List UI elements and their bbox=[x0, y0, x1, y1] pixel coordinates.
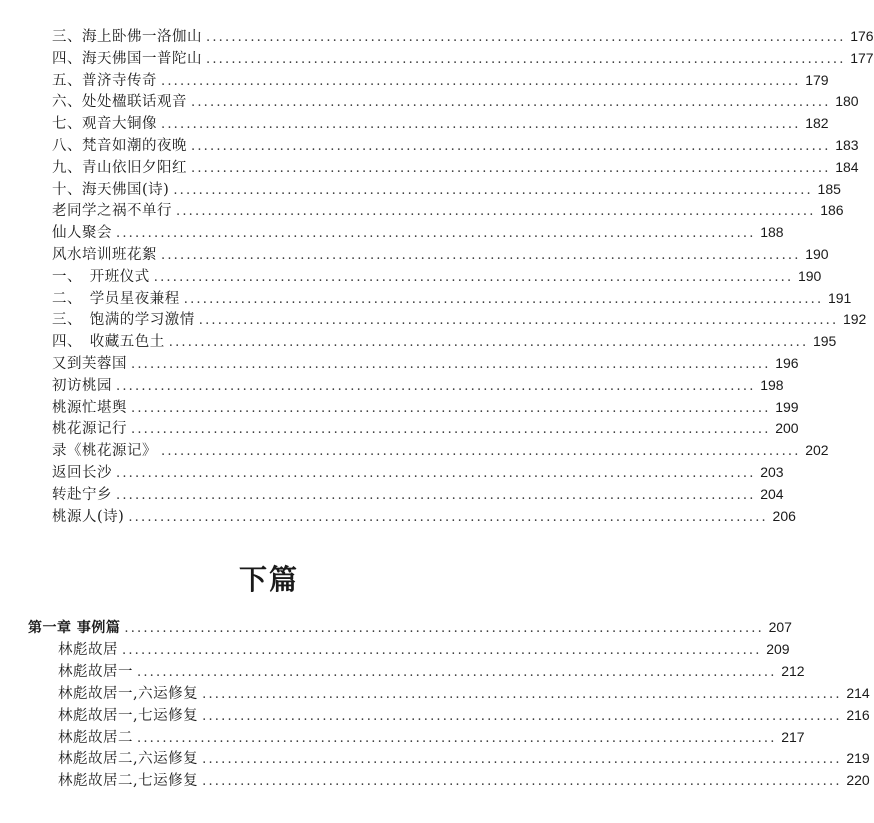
toc-entry-title: 十、海天佛国(诗) bbox=[52, 181, 170, 198]
toc-entry-page: 219 bbox=[846, 750, 870, 767]
toc-entry-page: 207 bbox=[768, 619, 792, 635]
toc-row bbox=[52, 352, 799, 374]
toc-row bbox=[58, 682, 870, 704]
toc-row bbox=[52, 461, 784, 483]
toc-row bbox=[58, 769, 870, 791]
toc-row bbox=[52, 505, 796, 527]
toc-entry-title: 五、普济寺传奇 bbox=[52, 72, 157, 89]
toc-entry-page: 220 bbox=[846, 772, 870, 789]
toc-entry-page: 195 bbox=[812, 333, 837, 350]
toc-entry-title: 桃源人(诗) bbox=[52, 508, 125, 525]
dot-leader: ..................................................................................................... bbox=[202, 752, 842, 768]
toc-row bbox=[58, 747, 870, 769]
toc-entry-page: 203 bbox=[760, 464, 784, 480]
dot-leader: ..................................................................................................... bbox=[137, 664, 777, 680]
dot-leader: ..................................................................................................... bbox=[153, 269, 794, 285]
dot-leader: ..................................................................................................... bbox=[198, 313, 839, 329]
dot-leader: ..................................................................................................... bbox=[131, 422, 771, 438]
toc-entry-page: 183 bbox=[835, 137, 859, 153]
toc-entry-title: 第一章 事例篇 bbox=[28, 620, 121, 636]
toc-entry-title: 桃源忙堪舆 bbox=[52, 399, 127, 416]
toc-entry-title: 九、青山依旧夕阳红 bbox=[52, 159, 187, 176]
toc-entry-title: 林彪故居二,七运修复 bbox=[58, 773, 199, 790]
toc-entry-page: 176 bbox=[850, 28, 874, 44]
dot-leader: ..................................................................................................... bbox=[206, 51, 846, 67]
toc-row bbox=[58, 726, 805, 748]
toc-entry-page: 177 bbox=[850, 49, 874, 66]
dot-leader: ..................................................................................................... bbox=[191, 160, 831, 176]
toc-entry-title: 林彪故居一,七运修复 bbox=[58, 707, 199, 724]
toc-entry-page: 199 bbox=[775, 398, 799, 415]
dot-leader: ..................................................................................................... bbox=[116, 466, 756, 481]
dot-leader: ..................................................................................................... bbox=[161, 248, 801, 263]
dot-leader: ..................................................................................................... bbox=[116, 378, 756, 394]
toc-entry-title: 林彪故居一,六运修复 bbox=[58, 685, 199, 702]
dot-leader: ..................................................................................................... bbox=[128, 509, 768, 525]
toc-row bbox=[52, 396, 799, 418]
dot-leader: ..................................................................................................... bbox=[202, 686, 842, 702]
toc-row bbox=[52, 199, 844, 221]
toc-entry-title: 桃花源记行 bbox=[52, 421, 127, 438]
toc-entry-page: 217 bbox=[781, 728, 805, 745]
toc-entry-page: 186 bbox=[820, 202, 844, 219]
toc-row bbox=[58, 638, 790, 660]
toc-entry-title: 三、 饱满的学习激情 bbox=[52, 312, 195, 329]
toc-entry-page: 180 bbox=[835, 93, 859, 110]
toc-row bbox=[52, 25, 874, 47]
toc-row bbox=[52, 221, 784, 243]
toc-entry-page: 179 bbox=[805, 71, 829, 88]
dot-leader: ..................................................................................................... bbox=[161, 444, 801, 460]
toc-row bbox=[52, 156, 859, 178]
dot-leader: ..................................................................................................... bbox=[202, 708, 842, 724]
toc-entry-title: 林彪故居二,六运修复 bbox=[58, 751, 199, 768]
toc-entry-title: 六、处处楹联话观音 bbox=[52, 94, 187, 111]
toc-entry-page: 188 bbox=[760, 224, 784, 241]
toc-row bbox=[52, 47, 874, 69]
toc-entry-page: 216 bbox=[846, 706, 870, 723]
toc-entry-title: 转赴宁乡 bbox=[52, 486, 112, 503]
toc-row bbox=[52, 308, 867, 330]
dot-leader: ..................................................................................................... bbox=[191, 139, 831, 154]
toc-entry-title: 一、 开班仪式 bbox=[52, 268, 150, 285]
toc-row bbox=[52, 178, 841, 200]
dot-leader: ..................................................................................................... bbox=[206, 30, 846, 45]
toc-entry-title: 仙人聚会 bbox=[52, 225, 112, 242]
toc-chapter-row bbox=[28, 616, 792, 638]
toc-entry-page: 192 bbox=[842, 311, 867, 328]
toc-row bbox=[52, 417, 799, 439]
dot-leader: ..................................................................................................... bbox=[122, 642, 762, 658]
toc-entry-title: 又到芙蓉国 bbox=[52, 356, 127, 372]
dot-leader: ..................................................................................................... bbox=[176, 204, 816, 220]
toc-row bbox=[52, 265, 822, 287]
toc-entry-page: 200 bbox=[775, 420, 799, 437]
dot-leader: ..................................................................................................... bbox=[137, 730, 777, 746]
dot-leader: ..................................................................................................... bbox=[116, 487, 756, 503]
toc-entry-title: 风水培训班花絮 bbox=[52, 247, 157, 263]
toc-entry-title: 林彪故居 bbox=[58, 641, 118, 658]
toc-row bbox=[52, 330, 837, 352]
toc-entry-title: 七、观音大铜像 bbox=[52, 116, 157, 133]
toc-entry-page: 191 bbox=[827, 289, 852, 306]
dot-leader: ..................................................................................................... bbox=[168, 335, 809, 351]
toc-entry-page: 206 bbox=[772, 507, 796, 524]
toc-entry-page: 184 bbox=[835, 158, 859, 175]
dot-leader: ..................................................................................................... bbox=[131, 357, 771, 372]
toc-entry-page: 190 bbox=[797, 267, 822, 284]
toc-row bbox=[58, 704, 870, 726]
dot-leader: ..................................................................................................... bbox=[161, 73, 801, 89]
toc-entry-page: 212 bbox=[781, 662, 805, 679]
dot-leader: ..................................................................................................... bbox=[183, 291, 824, 307]
toc-entry-title: 林彪故居二 bbox=[58, 729, 133, 746]
toc-entry-title: 八、梵音如潮的夜晚 bbox=[52, 138, 187, 154]
toc-entry-page: 182 bbox=[805, 115, 829, 132]
toc-entry-page: 198 bbox=[760, 376, 784, 393]
dot-leader: ..................................................................................................... bbox=[131, 400, 771, 416]
toc-entry-page: 202 bbox=[805, 442, 829, 459]
toc-row bbox=[58, 660, 805, 682]
dot-leader: ..................................................................................................... bbox=[202, 774, 842, 790]
toc-entry-title: 录《桃花源记》 bbox=[52, 443, 157, 460]
part-heading: 下篇 bbox=[238, 563, 299, 596]
dot-leader: ..................................................................................................... bbox=[161, 117, 801, 133]
toc-entry-page: 190 bbox=[805, 246, 829, 262]
dot-leader: ..................................................................................................... bbox=[124, 621, 764, 636]
toc-entry-title: 二、 学员星夜兼程 bbox=[52, 290, 180, 307]
toc-entry-title: 林彪故居一 bbox=[58, 663, 133, 680]
toc-entry-page: 196 bbox=[775, 355, 799, 371]
toc-entry-title: 老同学之祸不单行 bbox=[52, 203, 172, 220]
dot-leader: ..................................................................................................... bbox=[116, 226, 756, 242]
toc-row bbox=[52, 374, 784, 396]
dot-leader: ..................................................................................................... bbox=[173, 182, 813, 198]
toc-row bbox=[52, 90, 859, 112]
toc-entry-title: 三、海上卧佛一洛伽山 bbox=[52, 29, 202, 45]
toc-entry-title: 四、海天佛国一普陀山 bbox=[52, 50, 202, 67]
toc-row bbox=[52, 112, 829, 134]
toc-entry-title: 四、 收藏五色土 bbox=[52, 334, 165, 351]
toc-entry-title: 初访桃园 bbox=[52, 377, 112, 394]
toc-row bbox=[52, 69, 829, 91]
toc-entry-page: 185 bbox=[817, 180, 841, 197]
toc-row bbox=[52, 483, 784, 505]
toc-row bbox=[52, 287, 852, 309]
toc-entry-page: 209 bbox=[766, 640, 790, 657]
toc-entry-page: 214 bbox=[846, 684, 870, 701]
toc-row bbox=[52, 134, 859, 156]
toc-entry-page: 204 bbox=[760, 485, 784, 502]
dot-leader: ..................................................................................................... bbox=[191, 95, 831, 111]
toc-entry-title: 返回长沙 bbox=[52, 465, 112, 481]
toc-row bbox=[52, 439, 829, 461]
toc-row bbox=[52, 243, 829, 265]
